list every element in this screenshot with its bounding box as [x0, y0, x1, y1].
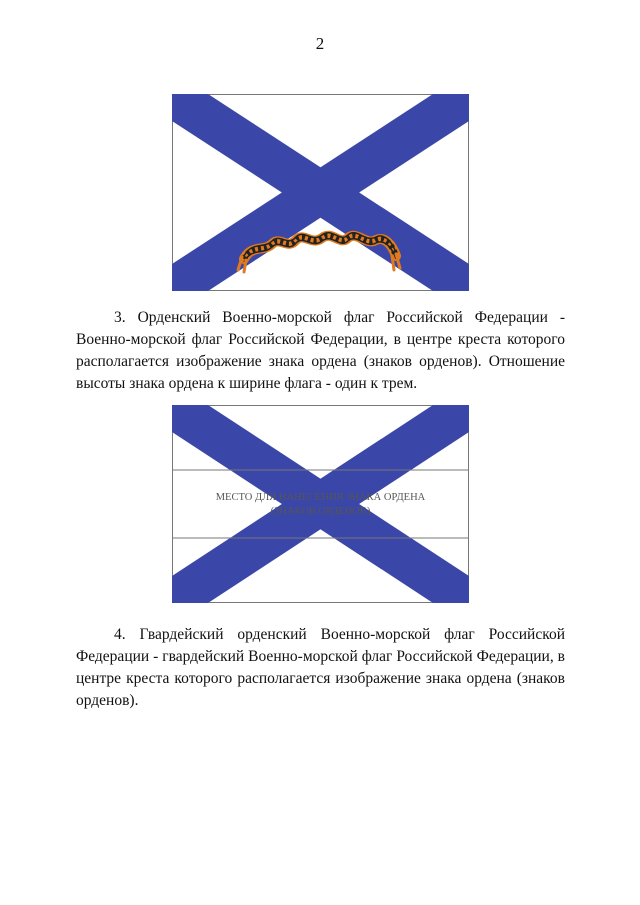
- naval-flag-order-placeholder-image: [172, 405, 469, 603]
- order-placeholder-label: МЕСТО ДЛЯ НАНЕСЕНИЯ ЗНАКА ОРДЕНА: [215, 492, 426, 503]
- paragraph-text: Гвардейский орденский Военно-морской флаг Российской Федерации - гвардейский Военно-морской флаг Российской Федерации, в центре креста которого располагается изображение знака ордена (знаков орденов).: [76, 626, 566, 709]
- paragraph-3: [76, 307, 565, 395]
- paragraph-4: [76, 624, 565, 712]
- naval-flag-guards-ribbon-image: [172, 94, 469, 291]
- paragraph-text: Орденский Военно-морской флаг Российской Федерации - Военно-морской флаг Российской Федерации, в центре креста которого располагается изображение знака ордена (знаков орденов). Отношение высоты знака ордена к ширине флага - один к трем.: [76, 309, 565, 392]
- paragraph-number: 3.: [114, 309, 126, 326]
- paragraph-number: 4.: [114, 626, 126, 643]
- order-placeholder-sublabel: (ЗНАКОВ ОРДЕНОВ): [270, 506, 371, 517]
- page-number: 2: [315, 34, 325, 53]
